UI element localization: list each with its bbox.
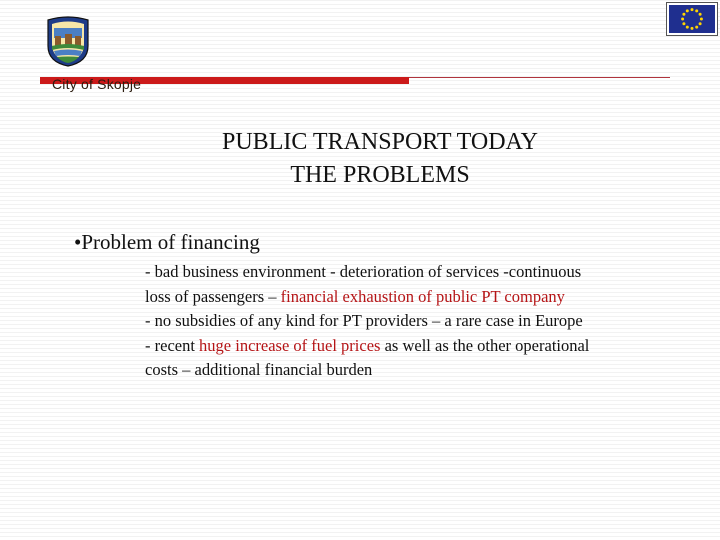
- body-line-2-start: loss of passengers –: [145, 286, 281, 306]
- bullet-item: [74, 230, 260, 255]
- body-line-4-start: - recent: [145, 335, 200, 355]
- body-line-2: [145, 285, 705, 310]
- body-line-5: costs – additional financial burden: [145, 360, 373, 379]
- title-line-2: THE PROBLEMS: [290, 162, 470, 188]
- header-rule-thin: [409, 77, 670, 78]
- highlight-financial-exhaustion: financial exhaustion of public PT company: [280, 286, 565, 306]
- title-line-1: PUBLIC TRANSPORT TODAY: [222, 129, 538, 155]
- body-line-1: - bad business environment - deterioration of services -continuous: [145, 262, 582, 281]
- body-line-4: [145, 334, 705, 359]
- body-text: [145, 260, 705, 383]
- body-line-3: - no subsidies of any kind for PT providers – a rare case in Europe: [145, 311, 583, 330]
- city-label: City of Skopje: [52, 76, 142, 92]
- bullet-text: Problem of financing: [81, 230, 260, 254]
- body-line-4-end: as well as the other operational: [380, 335, 590, 355]
- bullet-symbol: •: [74, 230, 82, 254]
- eu-flag-icon: [666, 2, 718, 36]
- highlight-fuel-prices: huge increase of fuel prices: [199, 335, 381, 355]
- city-coat-of-arms-icon: [44, 16, 92, 68]
- slide-title: [130, 126, 630, 192]
